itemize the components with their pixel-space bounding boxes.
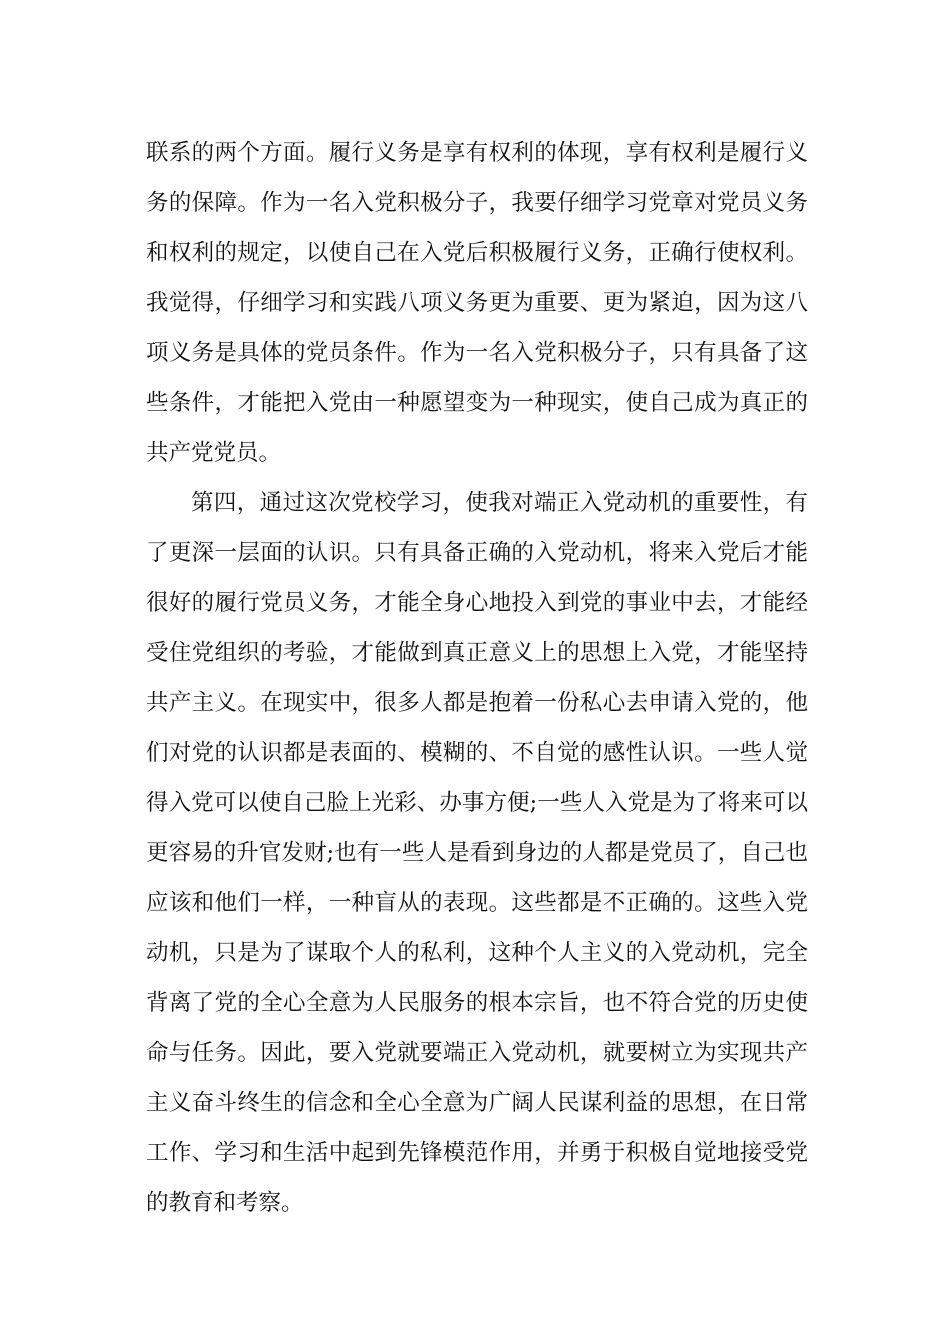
text-line: 的教育和考察。 — [146, 1190, 304, 1216]
document-body — [146, 128, 808, 1228]
text-line: 务的保障。作为一名入党积极分子，我要仔细学习党章对党员义务 — [146, 190, 808, 216]
text-line: 共产党党员。 — [146, 440, 282, 466]
text-line: 们对党的认识都是表面的、模糊的、不自觉的感性认识。一些人觉 — [146, 740, 808, 766]
text-line: 应该和他们一样，一种盲从的表现。这些都是不正确的。这些入党 — [146, 890, 808, 916]
text-line: 受住党组织的考验，才能做到真正意义上的思想上入党，才能坚持 — [146, 640, 808, 666]
text-line: 些条件，才能把入党由一种愿望变为一种现实，使自己成为真正的 — [146, 390, 808, 416]
text-line: 我觉得，仔细学习和实践八项义务更为重要、更为紧迫，因为这八 — [146, 290, 808, 316]
text-line: 联系的两个方面。履行义务是享有权利的体现，享有权利是履行义 — [146, 140, 808, 166]
text-line: 了更深一层面的认识。只有具备正确的入党动机，将来入党后才能 — [146, 540, 808, 566]
text-line: 和权利的规定，以使自己在入党后积极履行义务，正确行使权利。 — [146, 240, 808, 266]
text-line: 得入党可以使自己脸上光彩、办事方便;一些人入党是为了将来可以 — [146, 790, 808, 816]
text-line: 工作、学习和生活中起到先锋模范作用，并勇于积极自觉地接受党 — [146, 1140, 808, 1166]
text-line: 背离了党的全心全意为人民服务的根本宗旨，也不符合党的历史使 — [146, 990, 808, 1016]
text-line: 很好的履行党员义务，才能全身心地投入到党的事业中去，才能经 — [146, 590, 808, 616]
text-line: 共产主义。在现实中，很多人都是抱着一份私心去申请入党的，他 — [146, 690, 808, 716]
paragraph-start-line: 第四，通过这次党校学习，使我对端正入党动机的重要性，有 — [191, 490, 808, 516]
text-line: 命与任务。因此，要入党就要端正入党动机，就要树立为实现共产 — [146, 1040, 808, 1066]
text-line: 动机，只是为了谋取个人的私利，这种个人主义的入党动机，完全 — [146, 940, 808, 966]
text-line: 项义务是具体的党员条件。作为一名入党积极分子，只有具备了这 — [146, 340, 808, 366]
text-line: 主义奋斗终生的信念和全心全意为广阔人民谋利益的思想，在日常 — [146, 1090, 808, 1116]
text-line: 更容易的升官发财;也有一些人是看到身边的人都是党员了，自己也 — [146, 840, 808, 866]
